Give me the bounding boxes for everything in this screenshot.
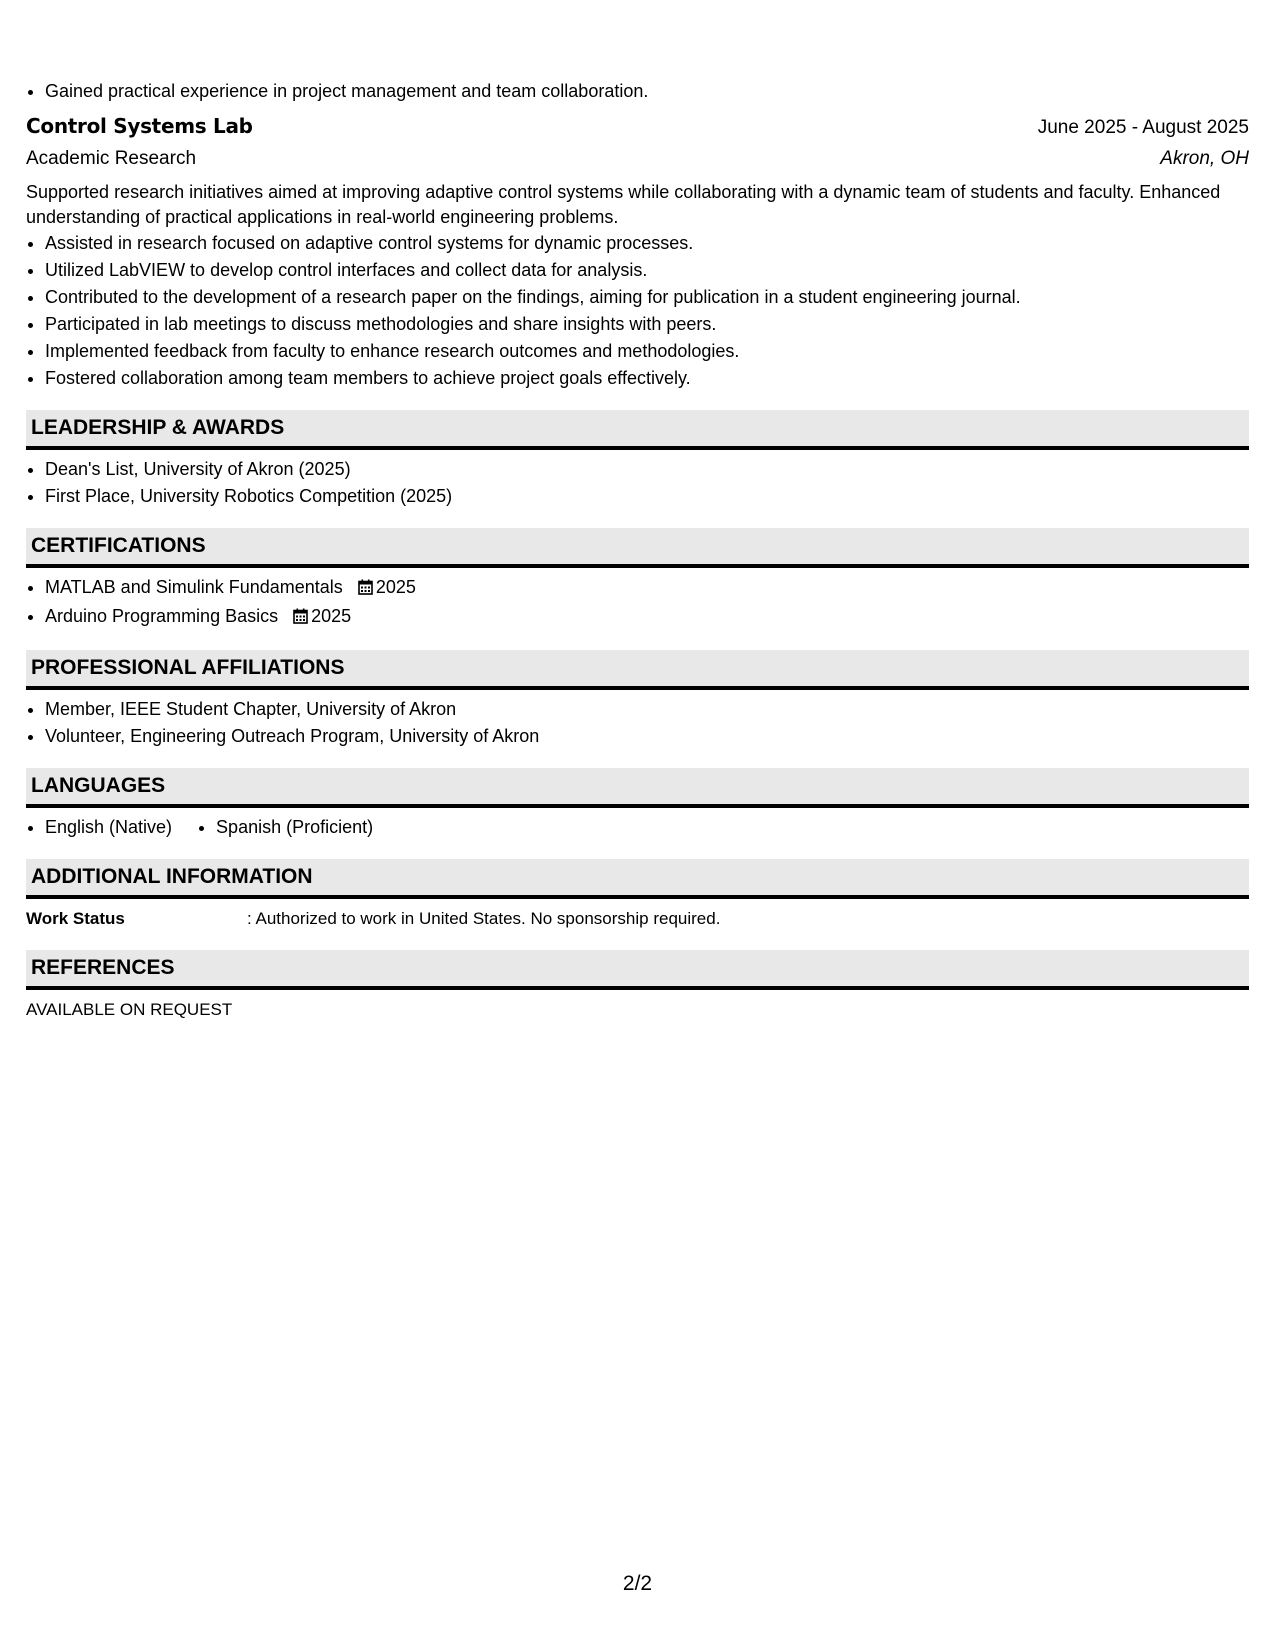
- certification-item: [45, 574, 1249, 603]
- language-item: • Spanish (Proficient): [216, 814, 373, 841]
- list-item: • Dean's List, University of Akron (2025): [45, 456, 1249, 483]
- list-item: • Assisted in research focused on adaptive control systems for dynamic processes.: [45, 230, 1249, 257]
- calendar-icon: [293, 605, 308, 632]
- job-header-row: [26, 113, 1249, 141]
- job-summary: Supported research initiatives aimed at improving adaptive control systems while collaborating with a dynamic team of students and faculty. Enhanced understanding of practical applications in real-world engineering problems.: [26, 182, 1221, 227]
- job-subheader-row: [26, 145, 1249, 172]
- references-text: AVAILABLE ON REQUEST: [26, 1000, 233, 1019]
- resume-page: [26, 78, 1249, 1023]
- job-dates: June 2025 - August 2025: [1037, 117, 1249, 138]
- affiliations-list: [26, 696, 1249, 750]
- certification-item: [45, 603, 1249, 632]
- languages-list: [26, 814, 1249, 841]
- certification-year: 2025: [311, 606, 352, 626]
- section-heading-certifications: CERTIFICATIONS: [26, 528, 1249, 568]
- section-heading-affiliations: PROFESSIONAL AFFILIATIONS: [26, 650, 1249, 690]
- section-heading-languages: LANGUAGES: [26, 768, 1249, 808]
- work-status-value: : Authorized to work in United States. No sponsorship required.: [247, 909, 721, 928]
- certification-name: Arduino Programming Basics: [45, 606, 279, 626]
- job-title: Control Systems Lab: [26, 114, 253, 138]
- list-item: • First Place, University Robotics Competition (2025): [45, 483, 1249, 510]
- page-number: 2/2: [622, 1572, 653, 1595]
- list-item: • Volunteer, Engineering Outreach Program, University of Akron: [45, 723, 1249, 750]
- list-item: • Utilized LabVIEW to develop control interfaces and collect data for analysis.: [45, 257, 1249, 284]
- certification-year: 2025: [375, 577, 416, 597]
- job-bullets: [26, 230, 1249, 392]
- work-status-row: [26, 905, 1249, 932]
- list-item: • Member, IEEE Student Chapter, University of Akron: [45, 696, 1249, 723]
- certification-name: MATLAB and Simulink Fundamentals: [45, 577, 343, 597]
- list-item: • Contributed to the development of a research paper on the findings, aiming for publication in a student engineering journal.: [45, 284, 1249, 311]
- section-heading-leadership: LEADERSHIP & AWARDS: [26, 410, 1249, 450]
- list-item: • Implemented feedback from faculty to enhance research outcomes and methodologies.: [45, 338, 1249, 365]
- list-item: • Participated in lab meetings to discuss methodologies and share insights with peers.: [45, 311, 1249, 338]
- list-item: • Fostered collaboration among team members to achieve project goals effectively.: [45, 365, 1249, 392]
- job-entry: [26, 113, 1249, 392]
- calendar-icon: [358, 576, 373, 603]
- experience-tail-list: [26, 78, 1249, 105]
- certifications-list: [26, 574, 1249, 632]
- leadership-list: [26, 456, 1249, 510]
- job-subtitle: Academic Research: [26, 148, 197, 169]
- language-item: • English (Native): [45, 814, 172, 841]
- job-location: Akron, OH: [1160, 148, 1249, 169]
- section-heading-references: REFERENCES: [26, 950, 1249, 990]
- list-item: • Gained practical experience in project management and team collaboration.: [45, 78, 1249, 105]
- section-heading-additional-information: ADDITIONAL INFORMATION: [26, 859, 1249, 899]
- work-status-label: Work Status: [26, 909, 125, 928]
